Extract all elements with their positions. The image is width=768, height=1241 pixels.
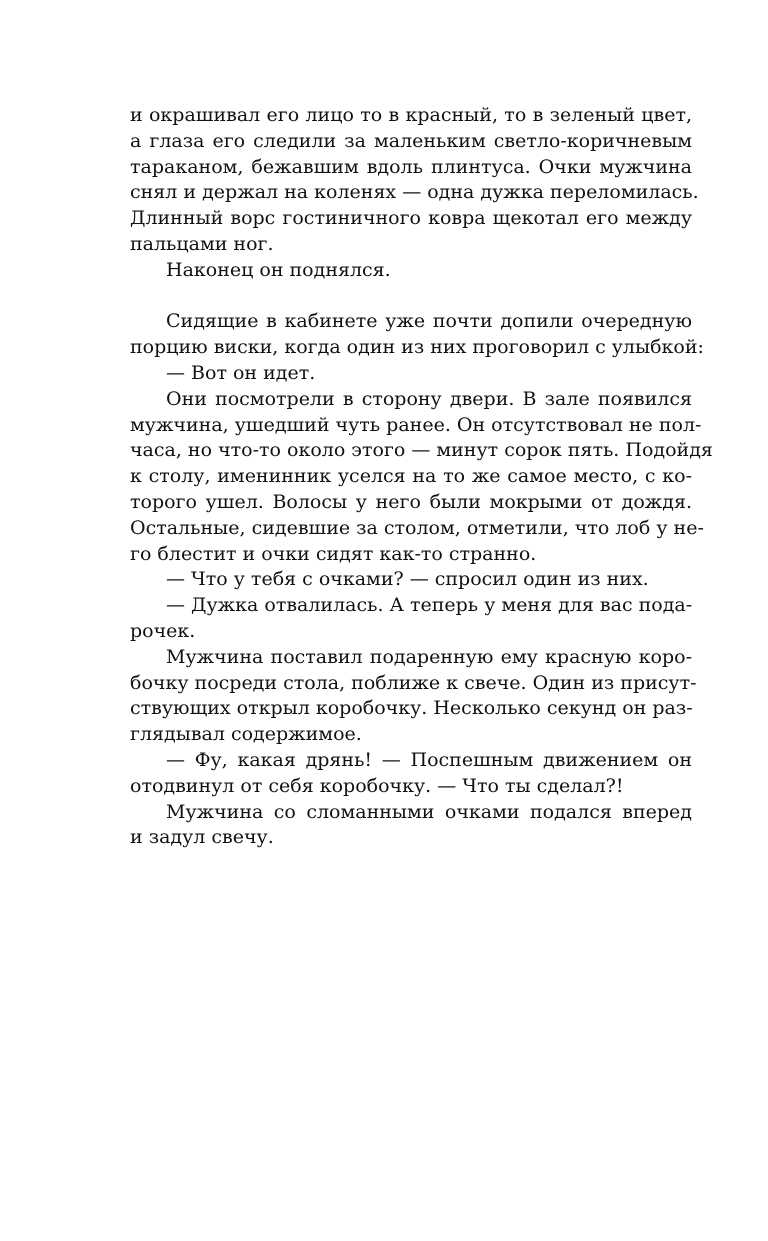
text-line: Остальные, сидевшие за столом, отметили, что лоб у не- (130, 516, 704, 539)
text-line: Мужчина поставил подаренную ему красную коро- (166, 645, 692, 668)
text-line: — Вот он идет. (166, 361, 316, 384)
text-line: Они посмотрели в сторону двери. В зале появился (166, 387, 692, 410)
text-line: и окрашивал его лицо то в красный, то в зеленый цвет, (130, 104, 692, 126)
text-line: а глаза его следили за маленьким светло-коричневым (130, 129, 692, 152)
text-line: глядывал содержимое. (130, 723, 362, 746)
text-line: мужчина, ушедший чуть ранее. Он отсутствовал не пол- (130, 413, 702, 436)
text-line: тараканом, бежавшим вдоль плинтуса. Очки мужчина (130, 155, 692, 178)
text-line: бочку посреди стола, поближе к свече. Один из присут- (130, 671, 697, 694)
text-line: Мужчина со сломанными очками подался вперед (166, 800, 692, 823)
text-line: отодвинул от себя коробочку. — Что ты сделал?! (130, 774, 624, 797)
text-line: рочек. (130, 619, 196, 642)
text-line: пальцами ног. (130, 232, 274, 255)
text-line: го блестит и очки сидят как-то странно. (130, 542, 537, 565)
section-break (130, 284, 692, 310)
text-line: и задул свечу. (130, 826, 274, 849)
text-line: — Что у тебя с очками? — спросил один из них. (166, 568, 649, 591)
text-line: порцию виски, когда один из них проговорил с улыбкой: (130, 336, 704, 359)
text-line: к столу, именинник уселся на то же самое место, с ко- (130, 465, 692, 488)
text-line: — Дужка отвалилась. А теперь у меня для вас пода- (166, 594, 693, 617)
text-line: ствующих открыл коробочку. Несколько секунд он раз- (130, 697, 693, 720)
text-line: торого ушел. Волосы у него были мокрыми от дождя. (130, 490, 692, 513)
text-line: снял и держал на коленях — одна дужка переломилась. (130, 181, 699, 204)
text-line: Сидящие в кабинете уже почти допили очередную (166, 310, 692, 333)
book-page (130, 103, 713, 851)
text-line: Длинный ворс гостиничного ковра щекотал его между (130, 207, 692, 230)
text-line: — Фу, какая дрянь! — Поспешным движением он (166, 748, 692, 771)
text-line: часа, но что-то около этого — минут сорок пять. Подойдя (130, 439, 713, 462)
text-line: Наконец он поднялся. (166, 258, 391, 281)
